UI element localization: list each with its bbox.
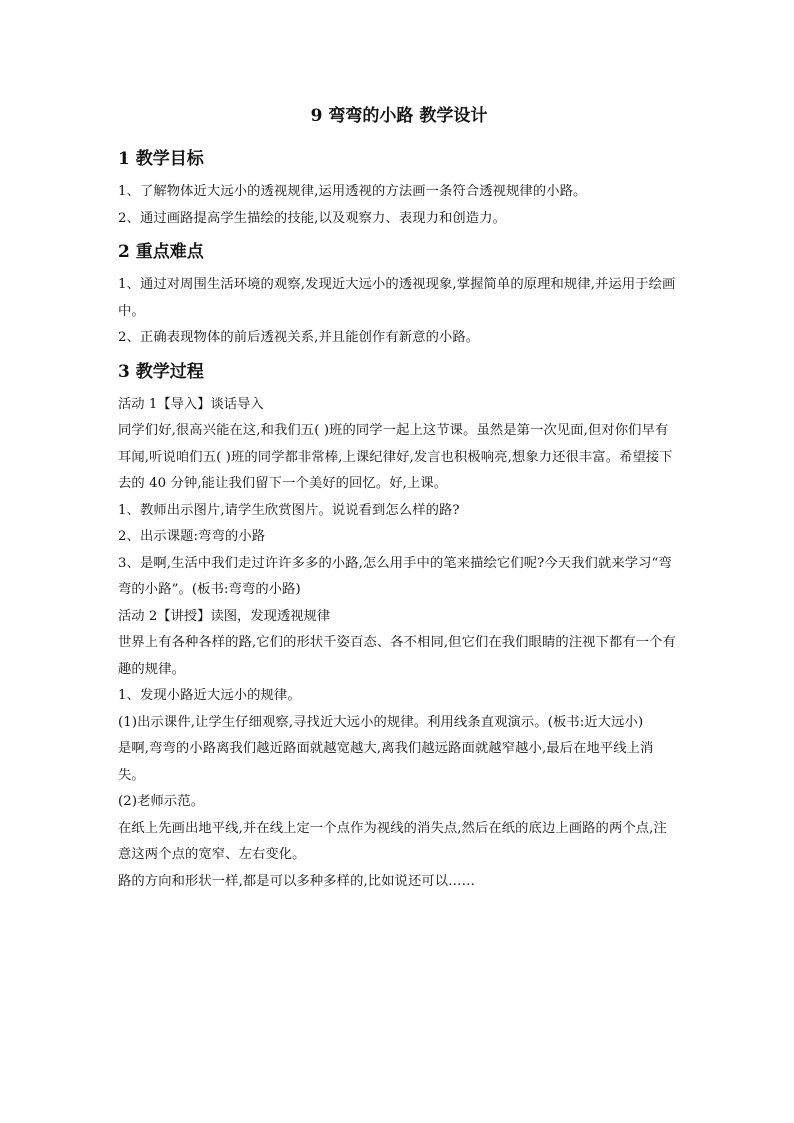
- process-paragraph-courseware: (1)出示课件,让学生仔细观察,寻找近大远小的规律。利用线条直观演示。(板书:近大远小): [118, 714, 644, 730]
- section-heading-objectives: 1 教学目标: [118, 149, 204, 169]
- objective-paragraph-1: 1、了解物体近大远小的透视规律,运用透视的方法画一条符合透视规律的小路。: [118, 184, 587, 199]
- process-paragraph-world: 世界上有各种各样的路,它们的形状千姿百态、各不相同,但它们在我们眼睛的注视下都有一个有趣的规律。: [118, 635, 676, 677]
- process-paragraph-step-1: 1、教师出示图片,请学生欣赏图片。说说看到怎么样的路?: [118, 502, 460, 518]
- process-paragraph-discover: 1、发现小路近大远小的规律。: [118, 688, 301, 703]
- process-paragraph-step-2: 2、出示课题:弯弯的小路: [118, 529, 266, 544]
- key-point-paragraph-1: 1、通过对周围生活环境的观察,发现近大远小的透视现象,掌握简单的原理和规律,并运用于绘画中。: [118, 277, 676, 319]
- process-paragraph-explanation: 是啊,弯弯的小路离我们越近路面就越宽越大,离我们越远路面就越窄越小,最后在地平线上消失。: [118, 741, 654, 783]
- document-title: 9 弯弯的小路 教学设计: [310, 106, 488, 126]
- process-paragraph-horizon: 在纸上先画出地平线,并在线上定一个点作为视线的消失点,然后在纸的底边上画路的两个点,注意这两个点的宽窄、左右变化。: [118, 820, 667, 862]
- process-paragraph-intro: 同学们好,很高兴能在这,和我们五( )班的同学一起上这节课。虽然是第一次见面,但对你们早有耳闻,听说咱们五( )班的同学都非常棒,上课纪律好,发言也积极响亮,想象力还很丰富。希望接下去的 40 分钟,能让我们留下一个美好的回忆。好,上课。: [118, 423, 673, 491]
- objective-paragraph-2: 2、通过画路提高学生描绘的技能,以及观察力、表现力和创造力。: [118, 210, 506, 226]
- section-heading-process: 3 教学过程: [118, 361, 204, 382]
- key-point-paragraph-2: 2、正确表现物体的前后透视关系,并且能创作有新意的小路。: [118, 330, 480, 345]
- section-heading-key-points: 2 重点难点: [118, 242, 204, 262]
- activity-1-heading: 活动 1【导入】谈话导入: [118, 396, 264, 412]
- process-paragraph-direction: 路的方向和形状一样,都是可以多种多样的,比如说还可以……: [118, 873, 475, 889]
- activity-2-heading: 活动 2【讲授】读图，发现透视规律: [118, 608, 331, 624]
- process-paragraph-step-3: 3、是啊,生活中我们走过许许多多的小路,怎么用手中的笔来描绘它们呢?今天我们就来学习“弯弯的小路”。(板书:弯弯的小路): [118, 555, 672, 597]
- document-page: [118, 102, 680, 895]
- process-paragraph-demo: (2)老师示范。: [118, 794, 205, 809]
